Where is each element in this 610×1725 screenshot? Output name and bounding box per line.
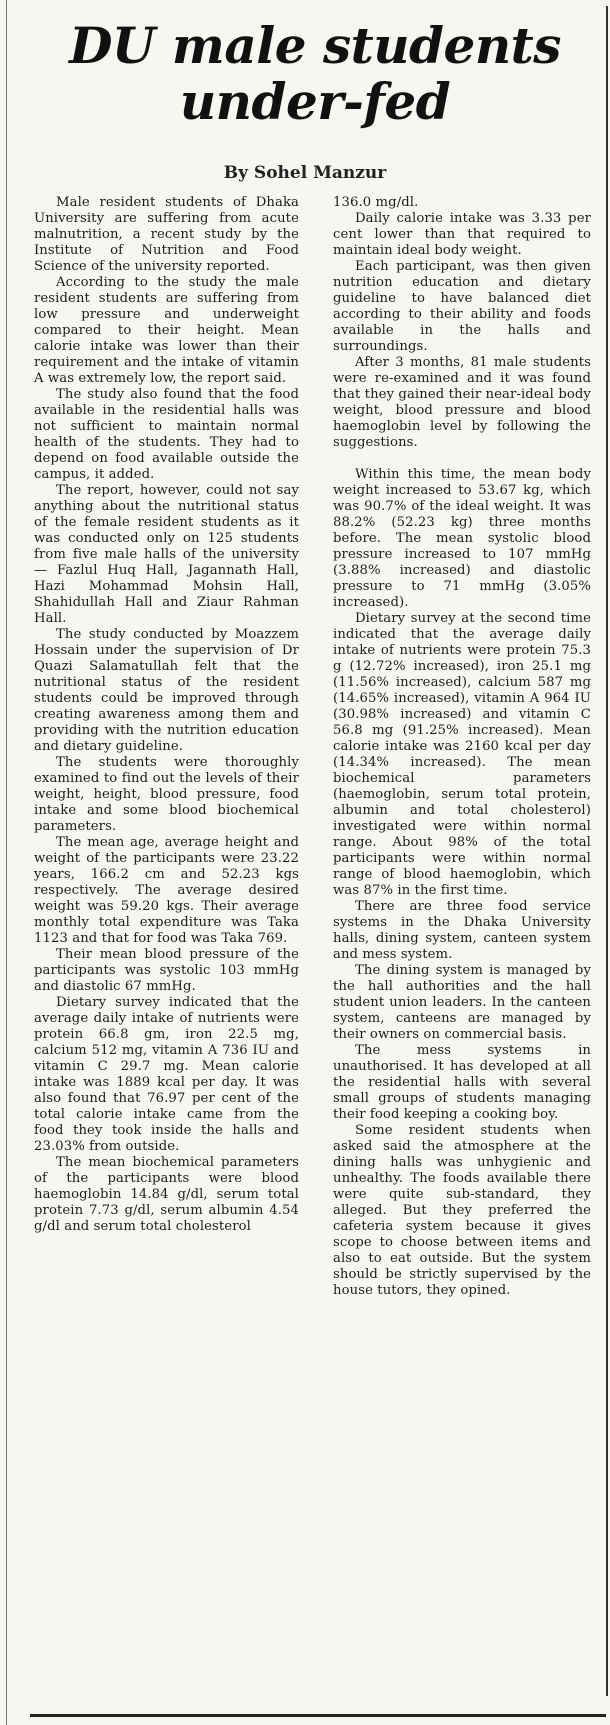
- paragraph: Within this time, the mean body weight increased to 53.67 kg, which was 90.7% of the ideal weight. It was 88.2% (52.23 kg) three months before. The mean systolic blood pressure increased to 107 mmHg (3.88% increased) and diastolic pressure to 71 mmHg (3.05% increased).: [333, 467, 591, 610]
- article-column-left: [34, 195, 299, 1235]
- headline-line-2: under-fed: [179, 72, 451, 131]
- paragraph: The students were thoroughly examined to find out the levels of their weight, height, blood pressure, food intake and some blood biochemical parameters.: [34, 755, 299, 834]
- paragraph: Dietary survey at the second time indicated that the average daily intake of nutrients were protein 75.3 g (12.72% increased), iron 25.1 mg (11.56% increased), calcium 587 mg (14.65% increased), vitamin A 964 IU (30.98% increased) and vitamin C 56.8 mg (91.25% increased). Mean calorie intake was 2160 kcal per day (14.34% increased). The mean biochemical parameters (haemoglobin, serum total protein, albumin and total cholesterol) investigated were within normal range. About 98% of the total participants were within normal range of blood haemoglobin, which was 87% in the first time.: [333, 611, 591, 898]
- paragraph: The report, however, could not say anything about the nutritional status of the female resident students as it was conducted only on 125 students from five male halls of the university — Fazlul Huq Hall, Jagannath Hall, Hazi Mohammad Mohsin Hall, Shahidullah Hall and Ziaur Rahman Hall.: [34, 483, 299, 626]
- paragraph: The dining system is managed by the hall authorities and the hall student union leaders. In the canteen system, canteens are managed by their owners on commercial basis.: [333, 963, 591, 1042]
- paragraph: There are three food service systems in the Dhaka University halls, dining system, canteen system and mess system.: [333, 899, 591, 962]
- headline-line-1: DU male students: [69, 16, 561, 75]
- paragraph: Their mean blood pressure of the participants was systolic 103 mmHg and diastolic 67 mmHg.: [34, 947, 299, 994]
- article-column-right: [333, 195, 591, 1299]
- paragraph: The mean biochemical parameters of the participants were blood haemoglobin 14.84 g/dl, serum total protein 7.73 g/dl, serum albumin 4.54 g/dl and serum total cholesterol: [34, 1155, 299, 1234]
- paragraph: Each participant, was then given nutrition education and dietary guideline to have balanced diet according to their ability and foods available in the halls and surroundings.: [333, 259, 591, 354]
- paragraph-continuation: 136.0 mg/dl.: [333, 195, 419, 210]
- headline: [20, 18, 610, 130]
- left-edge-rule: [6, 0, 7, 1725]
- paragraph: The study conducted by Moazzem Hossain under the supervision of Dr Quazi Salamatullah felt that the nutritional status of the resident students could be improved through creating awareness among them and providing with the nutrition education and dietary guideline.: [34, 627, 299, 754]
- paragraph: The study also found that the food available in the residential halls was not sufficient to maintain normal health of the students. They had to depend on food available outside the campus, it added.: [34, 387, 299, 482]
- paragraph: Some resident students when asked said the atmosphere at the dining halls was unhygienic and unhealthy. The foods available there were quite sub-standard, they alleged. But they preferred the cafeteria system because it gives scope to choose between items and also to eat outside. But the system should be strictly supervised by the house tutors, they opined.: [333, 1123, 591, 1298]
- paragraph: The mean age, average height and weight of the participants were 23.22 years, 166.2 cm and 52.23 kgs respectively. The average desired weight was 59.20 kgs. Their average monthly total expenditure was Taka 1123 and that for food was Taka 769.: [34, 835, 299, 946]
- paragraph: After 3 months, 81 male students were re-examined and it was found that they gained their near-ideal body weight, blood pressure and blood haemoglobin level by following the suggestions.: [333, 355, 591, 450]
- paragraph: Daily calorie intake was 3.33 per cent lower than that required to maintain ideal body weight.: [333, 211, 591, 258]
- paragraph: Dietary survey indicated that the average daily intake of nutrients were protein 66.8 gm, iron 22.5 mg, calcium 512 mg, vitamin A 736 IU and vitamin C 29.7 mg. Mean calorie intake was 1889 kcal per day. It was also found that 76.97 per cent of the total calorie intake came from the food they took inside the halls and 23.03% from outside.: [34, 995, 299, 1154]
- paragraph: According to the study the male resident students are suffering from low pressure and underweight compared to their height. Mean calorie intake was lower than their requirement and the intake of vitamin A was extremely low, the report said.: [34, 275, 299, 386]
- byline: By Sohel Manzur: [223, 163, 387, 183]
- bottom-rule: [30, 1714, 606, 1717]
- paragraph: The mess systems in unauthorised. It has developed at all the residential halls with several small groups of students managing their food keeping a cooking boy.: [333, 1043, 591, 1122]
- right-edge-rule: [606, 6, 608, 1696]
- paragraph: Male resident students of Dhaka University are suffering from acute malnutrition, a recent study by the Institute of Nutrition and Food Science of the university reported.: [34, 195, 299, 274]
